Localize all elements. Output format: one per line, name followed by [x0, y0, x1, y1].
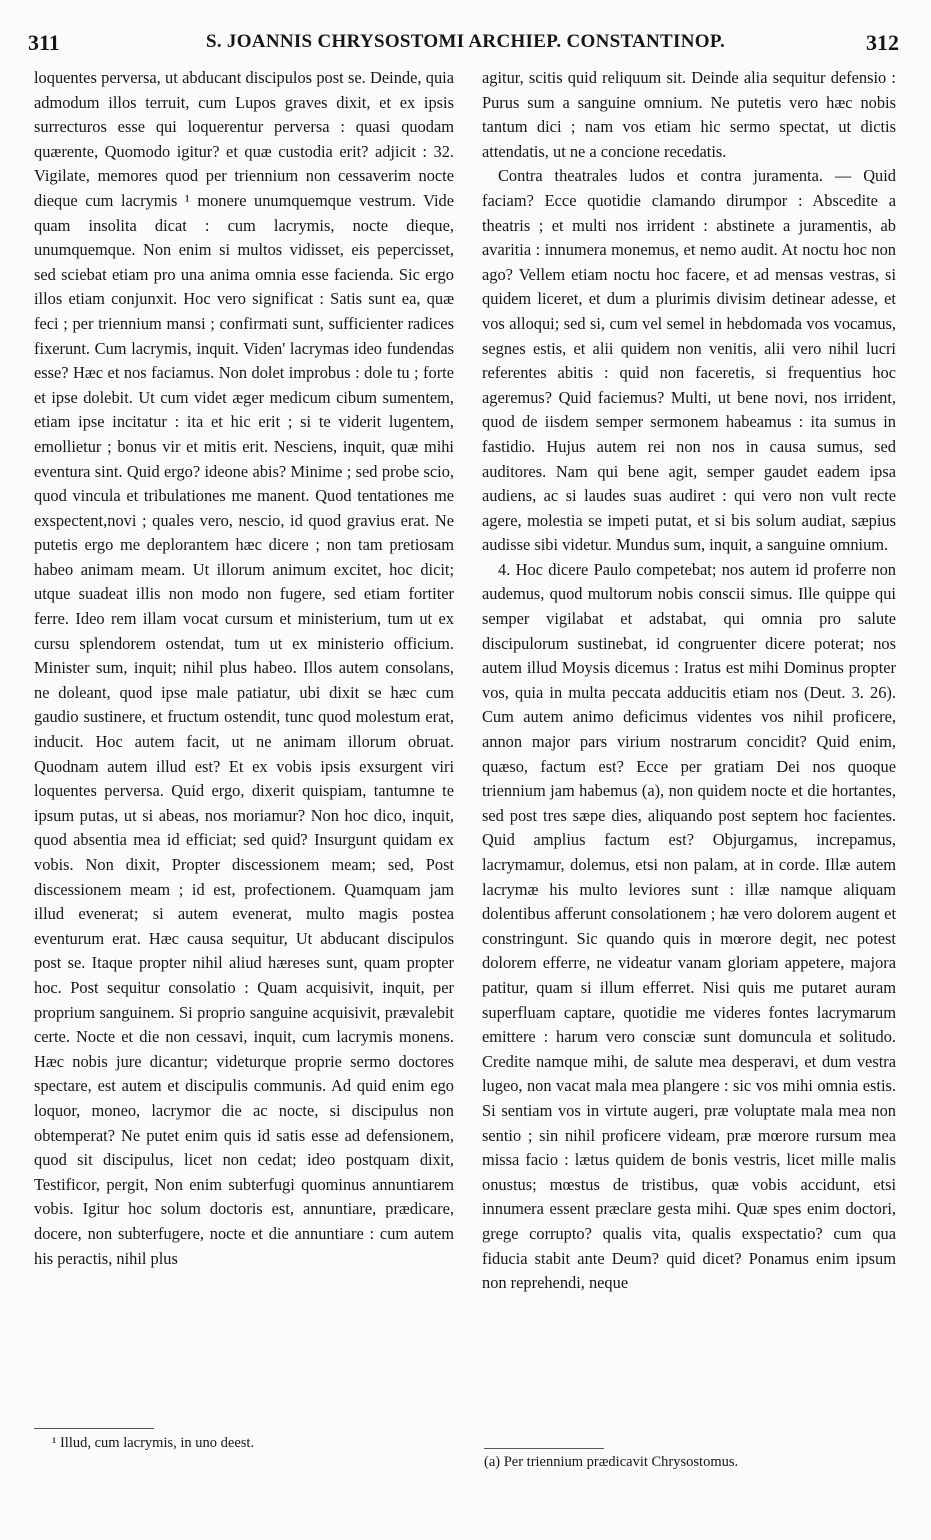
right-paragraph-2: Contra theatrales ludos et contra juramenta. — Quid faciam? Ecce quotidie clamando dirumpor : Abscedite a theatris ; et multi nos irrident : abstinete a juramentis, ab avaritia : innumera monemus, et nemo audit. At noctu hoc non ago? Vellem etiam noctu hoc facere, et ad mensas vestras, si quidem liceret, et dum a plurimis divisim detinear adesse, et vos alloqui; sed si, cum vel semel in hebdomada vos vocamus, segnes estis, et alii quidem non venitis, alii vero nihil lucri referentes abitis : quid non faceretis, si frequentius hoc ageremus? Quid faciemus? Multi, ut bene novi, nos irrident, quod de iisdem semper sermonem habeamus : ita sumus in fastidio. Hujus autem rei non nos in causa sumus, sed auditores. Nam qui bene agit, semper gaudet eadem ipsa audiens, ac si laudes suas audiret : qui vero non vult recte agere, molestia se impeti putat, et si bis solum audiat, sæpius audisse sibi videtur. Mundus sum, inquit, a sanguine omnium. [482, 166, 896, 555]
running-header [26, 26, 905, 60]
right-paragraph-1: agitur, scitis quid reliquum sit. Deinde alia sequitur defensio : Purus sum a sanguine omnium. Ne putetis vero hæc nobis tantum dici ; nam vos etiam hic sermo spectat, ut dictis attendatis, ut ne a concione recedatis. [482, 68, 896, 161]
right-column [482, 66, 896, 1296]
footnote-right: (a) Per triennium prædicavit Chrysostomus. [484, 1454, 739, 1470]
left-column [34, 66, 454, 1271]
page-number-right: 312 [866, 30, 899, 55]
footnote-divider-left [34, 1428, 154, 1429]
footnote-divider-right [484, 1448, 604, 1449]
page-number-left: 311 [28, 30, 60, 55]
running-title: S. JOANNIS CHRYSOSTOMI ARCHIEP. CONSTANTINOP. [205, 31, 726, 52]
footnote-left: ¹ Illud, cum lacrymis, in uno deest. [52, 1435, 255, 1451]
left-paragraph-1: loquentes perversa, ut abducant discipulos post se. Deinde, quia admodum illos terruit, cum Lupos graves dixit, et ex ipsis surrecturos esse qui loquerentur perversa : quasi quodam quærente, Quomodo igitur? et quæ custodia erit? adjicit : 32. Vigilate, memores quod per triennium non cessaverim nocte dieque cum lacrymis ¹ monere unumquemque vestrum. Vide quam insolita dicat : cum lacrymis, nocte dieque, unumquemque. Non enim si multos vidisset, eis pepercisset, sed sciebat etiam pro una anima omnia esse facienda. Sic ergo illos etiam conjunxit. Hoc vero significat : Satis sunt ea, quæ feci ; per triennium mansi ; confirmati sunt, sufficienter radices fixerunt. Cum lacrymis, inquit. Viden' lacrymas ideo fundendas esse? Hæc et nos faciamus. Non dolet improbus : dole tu ; forte et ipse dolebit. Ut cum videt æger medicum cibum sumentem, etiam ipse incitatur : ita et hic erit ; si te viderit lugentem, emollietur ; bonus vir et mitis erit. Nesciens, inquit, quæ mihi eventura sint. Quid ergo? ideone abis? Minime ; sed probe scio, quod vincula et tribulationes me manent. Quod tentationes me exspectent,novi ; quales vero, nescio, id quod gravius erat. Ne putetis ergo me deplorantem hæc dicere ; non tam pretiosam habeo animam meam. Ut illorum animum excitet, hoc dicit; utque suadeat illis non modo non fugere, sed etiam fortiter ferre. Ideo rem illam vocat cursum et ministerium, tum ut ex cursu splendorem ostendat, tum ut ex ministerio officium. Minister sum, inquit; nihil plus habeo. Illos autem consolans, ne doleant, quod ipse male patiatur, ubi dixit se hæc cum gaudio sustinere, et fructum ostendit, tunc quod molestum erat, inducit. Hoc autem facit, ut ne animam illorum obruat. Quodnam autem illud est? Et ex vobis ipsis exsurgent viri loquentes perversa. Quid ergo, dixerit quispiam, tantumne te ipsum putas, ut si abeas, nos moriamur? Non hoc dico, inquit, quod absentia mea id efficiat; sed quid? Insurgunt quidam ex vobis. Non dixit, Propter discessionem meam; sed, Post discessionem meam ; id est, profectionem. Quamquam jam illud evenerat; si autem evenerat, multo magis postea eventurum erat. Hæc causa sequitur, Ut abducant discipulos post se. Itaque propter nihil aliud hæreses sunt, quam propter hoc. Post sequitur consolatio : Quam acquisivit, inquit, per proprium sanguinem. Si proprio sanguine acquisivit, prævalebit certe. Nocte et die non cessavi, inquit, cum lacrymis monens. Hæc nobis jure dicantur; videturque proprie sermo doctores spectare, est autem et discipulis communis. Ad quid enim ego loquor, moneo, lacrymor die ac nocte, si discipulus non obtemperat? Ne putet enim quis id satis esse ad defensionem, quod sit discipulus, licet non cedat; ideo postquam dixit, Testificor, pergit, Non enim subterfugi quominus annuntiarem vobis. Igitur hoc solum doctoris est, annuntiare, prædicare, docere, non subterfugere, nocte et die annuntiare : cum autem his peractis, nihil plus [34, 68, 454, 1268]
right-paragraph-3: 4. Hoc dicere Paulo competebat; nos autem id proferre non audemus, quod multorum nobis conscii simus. Ille quippe qui semper vigilabat et adstabat, qui omnia pro salute discipulorum sustinebat, id congruenter dicere poterat; nos autem illud Moysis dicemus : Iratus est mihi Dominus propter vos, quia in multa peccata adducitis etiam nos (Deut. 3. 26). Cum autem animo deficimus videntes vos nihil proficere, annon major pars virium nostrarum concidit? Quid enim, quæso, factum est? Ecce per gratiam Dei nos quoque triennium jam habemus (a), non quidem nocte et die hortantes, sed post tres sæpe dies, aliquando post septem hoc facientes. Quid amplius factum est? Objurgamus, increpamus, lacrymamur, dolemus, etsi non palam, at in corde. Illæ autem lacrymæ his multo leviores sunt : illæ namque aliquam dolentibus afferunt consolationem ; hæ vero dolorem augent et constringunt. Sic quando quis in mœrore degit, nec potest dolorem efferre, ne videatur vanam gloriam appetere, majora patitur, quam si illum efferret. Nisi quis me putaret auram superfluam captare, quotidie me videres fontes lacrymarum emittere : harum vero consciæ sunt domuncula et solitudo. Credite namque mihi, de salute mea desperavi, et dum vestra lugeo, non vacat mala mea plangere : sic vos mihi omnia estis. Si sentiam vos in virtute augeri, præ voluptate mala mea non sentio ; sin nihil proficere videam, præ mœrore rursum mea missa facio : lætus quidem de bonis vestris, licet mille malis onustus; mœstus de tristibus, quæ vobis accidunt, etsi innumera essent præclare gesta mihi. Quæ spes enim doctori, grege corrupto? qualis vita, qualis exspectatio? cum qua fiducia stabit ante Deum? quid dicet? Ponamus enim ipsum non reprehendi, neque [482, 559, 896, 1293]
